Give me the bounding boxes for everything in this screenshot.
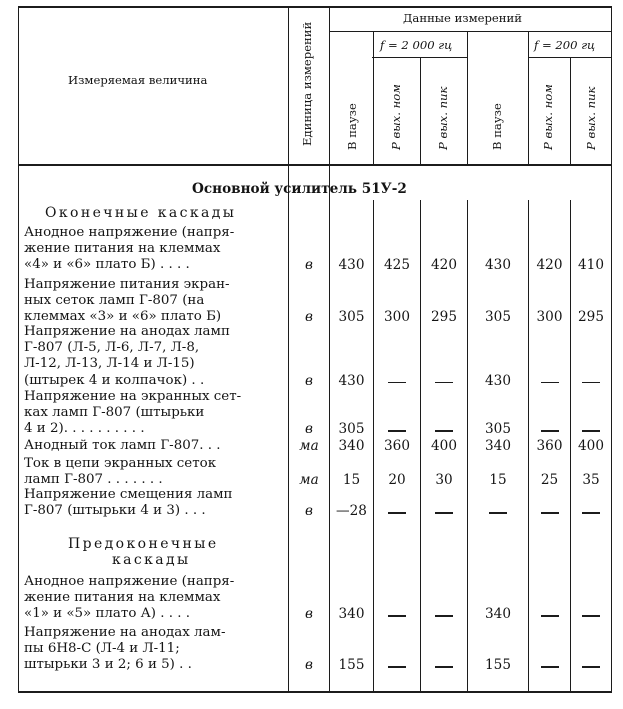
row-5-unit: ма [299, 438, 319, 454]
row-4-desc-line-2: ках ламп Г-807 (штырьки [24, 405, 205, 421]
row-1-value-6: 410 [578, 257, 604, 274]
header-unit: Единица измерений [300, 21, 314, 146]
row-1-value-4: 430 [485, 257, 511, 274]
row-2-unit: в [305, 309, 313, 326]
row-4-value-3-dash [435, 430, 453, 432]
top-rule [18, 6, 612, 8]
row-7-value-3-dash [435, 512, 453, 514]
row-1-desc-line-1: Анодное напряжение (напря- [24, 225, 235, 240]
header-freq2: f = 200 гц [534, 38, 596, 52]
row-3-desc-line-1: Напряжение на анодах ламп [24, 324, 230, 339]
header-pause-1: В паузе [345, 103, 359, 150]
row-5-value-5: 360 [536, 438, 563, 454]
row-1-value-5: 420 [536, 257, 563, 274]
header-measured: Измеряемая величина [68, 73, 208, 87]
row-4-value-6-dash [582, 430, 600, 432]
row-4-value-1: 305 [338, 421, 365, 438]
col-sep-5-head [467, 32, 468, 165]
row-7-value-2-dash [388, 512, 406, 514]
col-sep-3-head [373, 32, 374, 165]
row-6-value-4: 15 [489, 472, 507, 489]
row-4-desc-line-3: 4 и 2). . . . . . . . . . [24, 421, 145, 437]
row-1-value-2: 425 [384, 257, 410, 274]
row-3-value-6-dash [582, 382, 600, 384]
row-7-desc-line-2: Г-807 (штырьки 4 и 3) . . . [24, 503, 206, 519]
row-2-value-2: 300 [384, 309, 410, 326]
header-ppik-2: P вых. пик [584, 86, 598, 150]
col-sep-2 [329, 6, 330, 692]
header-data: Данные измерений [403, 11, 522, 25]
row-9-value-5-dash [541, 666, 559, 668]
row-5-value-4: 340 [485, 438, 511, 454]
row-4-value-2-dash [388, 430, 406, 432]
row-9-value-2-dash [388, 666, 406, 668]
row-6-value-2: 20 [388, 472, 406, 489]
header-pnom-1: P вых. ном [389, 84, 403, 150]
row-4-value-4: 305 [485, 421, 511, 438]
row-2-value-4: 305 [485, 309, 511, 326]
row-6-desc-line-1: Ток в цепи экранных сеток [24, 456, 217, 471]
row-9-value-1: 155 [338, 657, 365, 674]
row-2-value-5: 300 [536, 309, 563, 326]
bottom-rule [18, 691, 612, 693]
row-3-value-1: 430 [338, 372, 365, 389]
row-2-desc-line-2: ных сеток ламп Г-807 (на [24, 293, 205, 309]
row-6-value-3: 30 [435, 472, 453, 489]
header-pnom-2: P вых. ном [541, 84, 555, 150]
row-7-value-1: —28 [336, 503, 367, 520]
row-9-value-4: 155 [485, 657, 511, 674]
row-6-value-6: 35 [582, 472, 600, 489]
group-title-prefinal-1: Предоконечные [68, 536, 219, 552]
row-7-desc-line-1: Напряжение смещения ламп [24, 487, 233, 502]
row-5-value-1: 340 [338, 438, 365, 454]
header-ppik-1: P вых. пик [436, 86, 450, 150]
row-3-desc-line-4: (штырек 4 и колпачок) . . [24, 372, 205, 388]
row-8-desc-line-1: Анодное напряжение (напря- [24, 574, 235, 589]
right-border [611, 6, 612, 692]
col-sep-4-head [420, 58, 421, 165]
row-1-desc-line-3: «4» и «6» плато Б) . . . . [24, 257, 190, 273]
row-2-value-1: 305 [338, 309, 365, 326]
row-2-value-6: 295 [578, 309, 604, 326]
row-4-unit: в [305, 421, 313, 438]
col-sep-6-head [528, 32, 529, 165]
row-6-value-1: 15 [342, 472, 361, 489]
row-8-value-4: 340 [485, 606, 511, 623]
row-3-unit: в [305, 372, 313, 389]
row-9-desc-line-3: штырьки 3 и 2; 6 и 5) . . [24, 657, 192, 673]
row-2-desc-line-3: клеммах «3» и «6» плато Б) [24, 309, 222, 325]
row-9-desc-line-1: Напряжение на анодах лам- [24, 625, 226, 640]
row-1-unit: в [305, 257, 313, 274]
row-8-unit: в [305, 606, 313, 623]
row-8-value-3-dash [435, 615, 453, 617]
row-7-value-5-dash [541, 512, 559, 514]
row-6-unit: ма [299, 472, 319, 489]
group-title-prefinal-2: каскады [112, 552, 191, 568]
row-4-value-5-dash [541, 430, 559, 432]
row-5-value-2: 360 [384, 438, 410, 454]
row-1-value-3: 420 [431, 257, 457, 274]
header-pause-2: В паузе [490, 103, 504, 150]
row-8-value-5-dash [541, 615, 559, 617]
col-sep-1 [288, 6, 289, 692]
row-8-desc-line-3: «1» и «5» плато А) . . . . [24, 606, 191, 622]
row-3-value-2-dash [388, 382, 406, 384]
row-7-value-6-dash [582, 512, 600, 514]
left-border [18, 6, 19, 692]
row-3-desc-line-2: Г-807 (Л-5, Л-6, Л-7, Л-8, [24, 340, 200, 356]
row-5-value-6: 400 [578, 438, 604, 454]
row-3-value-4: 430 [485, 372, 511, 389]
row-7-unit: в [305, 503, 313, 520]
row-6-value-5: 25 [540, 472, 559, 489]
section-title: Основной усилитель 51У-2 [192, 181, 407, 197]
col-sep-7-head [570, 58, 571, 165]
row-9-value-3-dash [435, 666, 453, 668]
row-5-value-3: 400 [431, 438, 457, 454]
row-9-desc-line-2: пы 6Н8-С (Л-4 и Л-11; [24, 641, 180, 657]
row-6-desc-line-2: ламп Г-807 . . . . . . . [24, 472, 163, 488]
header-bottom-rule [18, 164, 612, 166]
row-2-desc-line-1: Напряжение питания экран- [24, 277, 230, 292]
row-1-value-1: 430 [338, 257, 365, 274]
header-freq1: f = 2 000 гц [380, 38, 453, 52]
row-8-value-1: 340 [338, 606, 365, 623]
row-5-desc-line-1: Анодный ток ламп Г-807. . . [24, 438, 221, 453]
row-9-unit: в [305, 657, 313, 674]
group-title-final: Оконечные каскады [45, 205, 237, 221]
row-3-value-5-dash [541, 382, 559, 384]
row-4-desc-line-1: Напряжение на экранных сет- [24, 389, 242, 404]
row-8-value-2-dash [388, 615, 406, 617]
row-8-value-6-dash [582, 615, 600, 617]
row-3-value-3-dash [435, 382, 453, 384]
row-2-value-3: 295 [431, 309, 457, 326]
row-1-desc-line-2: жение питания на клеммах [24, 241, 221, 257]
row-9-value-6-dash [582, 666, 600, 668]
row-7-value-4-dash [489, 512, 507, 514]
row-8-desc-line-2: жение питания на клеммах [24, 590, 221, 606]
row-3-desc-line-3: Л-12, Л-13, Л-14 и Л-15) [24, 356, 195, 372]
